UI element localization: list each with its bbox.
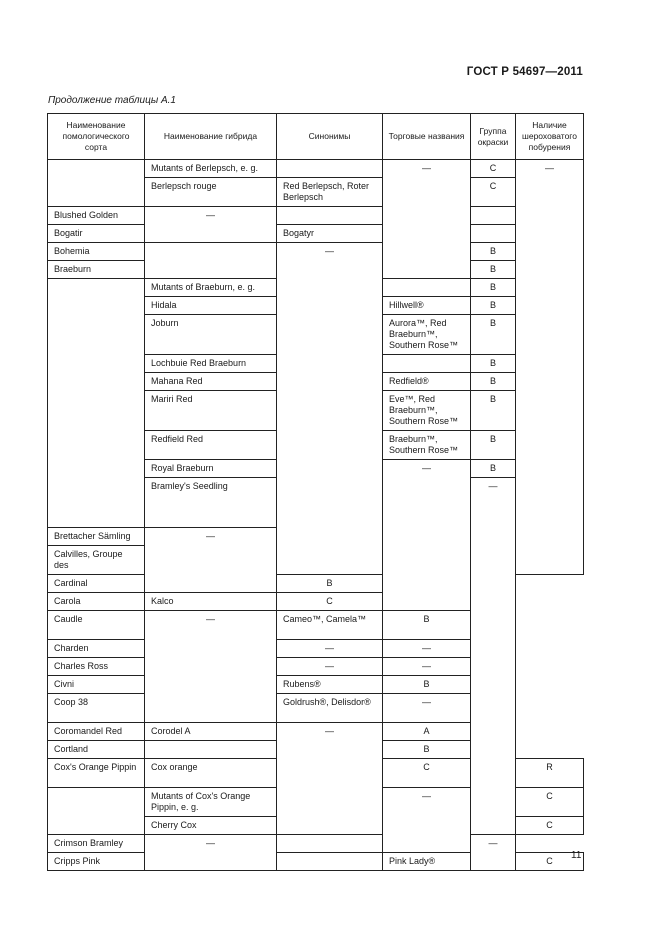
col-header-russeting: Наличие шероховатого побурения: [516, 114, 584, 160]
cell-hybrid: Mahana Red: [145, 373, 277, 391]
cell-synonym-dash: —: [145, 611, 277, 723]
cell-trade-name: Eve™, Red Braeburn™, Southern Rose™: [383, 391, 471, 431]
cell-colour-group: B: [471, 373, 516, 391]
col-header-synonyms: Синонимы: [277, 114, 383, 160]
cell-variety: Charles Ross: [48, 658, 145, 676]
cell-colour-group-dash: —: [383, 658, 471, 676]
table-row: [48, 160, 584, 178]
cell-colour-group: C: [516, 853, 584, 871]
cell-variety: Carola: [48, 593, 145, 611]
cell-hybrid: Mariri Red: [145, 391, 277, 431]
cell-trade-dash: —: [383, 460, 471, 611]
cell-variety: Coromandel Red: [48, 723, 145, 741]
cell-trade-name: Braeburn™, Southern Rose™: [383, 431, 471, 460]
cell-synonym: Red Berlepsch, Roter Berlepsch: [277, 178, 383, 207]
cell-colour-group: B: [471, 261, 516, 279]
cell-variety: Bogatir: [48, 225, 145, 243]
cell-trade-dash: —: [277, 723, 383, 835]
cell-russeting: R: [516, 759, 584, 788]
cell-hybrid: Royal Braeburn: [145, 460, 277, 478]
cell-trade-name: Aurora™, Red Braeburn™, Southern Rose™: [383, 315, 471, 355]
cell-variety: Caudle: [48, 611, 145, 640]
cell-synonym-dash: —: [145, 528, 277, 593]
cell-variety-empty: [48, 279, 145, 528]
cell-hybrid: Mutants of Berlepsch, e. g.: [145, 160, 277, 178]
table-row: [48, 835, 584, 853]
cell-variety-empty: [48, 788, 145, 835]
cell-colour-group: B: [471, 315, 516, 355]
cell-trade-name: Pink Lady®: [383, 853, 471, 871]
table-row: [48, 225, 584, 243]
cell-trade-empty: [383, 279, 471, 297]
cell-trade-dash: —: [383, 160, 471, 279]
cell-synonym-empty: [277, 853, 383, 871]
cell-colour-group: C: [516, 817, 584, 835]
cell-variety: Blushed Golden: [48, 207, 145, 225]
table-row: [48, 243, 584, 261]
table-header-row: [48, 114, 584, 160]
col-header-trade-names: Торговые названия: [383, 114, 471, 160]
cell-trade-dash: —: [277, 640, 383, 658]
cell-colour-group: A: [383, 723, 471, 741]
cell-colour-group: B: [471, 243, 516, 261]
cell-colour-group: B: [383, 741, 471, 759]
cell-trade-name: Goldrush®, Delisdor®: [277, 694, 383, 723]
cell-hybrid-dash: —: [145, 207, 277, 243]
cell-colour-group-dash: —: [383, 640, 471, 658]
cell-colour-group: C: [471, 178, 516, 207]
cell-colour-group-empty: [471, 225, 516, 243]
cell-hybrid: Redfield Red: [145, 431, 277, 460]
cell-synonym-empty: [277, 160, 383, 178]
cell-colour-group: B: [277, 575, 383, 593]
cell-variety: Crimson Bramley: [48, 835, 145, 853]
cell-variety: Cortland: [48, 741, 145, 759]
cell-synonym-empty: [277, 207, 383, 225]
cell-variety: Braeburn: [48, 261, 145, 279]
cell-hybrid-dash: —: [145, 835, 277, 871]
cell-trade-name: Rubens®: [277, 676, 383, 694]
cell-hybrid-empty: [145, 243, 277, 279]
col-header-hybrid: Наименование гибрида: [145, 114, 277, 160]
cell-variety: Coop 38: [48, 694, 145, 723]
cell-colour-group: B: [471, 431, 516, 460]
cell-variety: Cardinal: [48, 575, 145, 593]
cell-trade-name: Redfield®: [383, 373, 471, 391]
cell-variety: Bohemia: [48, 243, 145, 261]
cell-hybrid-dash: —: [471, 478, 516, 835]
cell-synonym-empty: [145, 741, 277, 759]
cell-variety: Charden: [48, 640, 145, 658]
cell-colour-group: C: [516, 788, 584, 817]
cell-colour-group: B: [471, 279, 516, 297]
cell-colour-group: B: [471, 355, 516, 373]
cell-colour-group: B: [471, 297, 516, 315]
cell-colour-group-dash: —: [383, 694, 471, 723]
cell-variety: Cox's Orange Pippin: [48, 759, 145, 788]
cell-colour-group-empty: [471, 207, 516, 225]
cell-synonym: Corodel A: [145, 723, 277, 741]
cell-hybrid: Lochbuie Red Braeburn: [145, 355, 277, 373]
document-code: ГОСТ Р 54697—2011: [466, 66, 583, 78]
cell-hybrid: Mutants of Braeburn, e. g.: [145, 279, 277, 297]
cell-variety: Cripps Pink: [48, 853, 145, 871]
cell-synonym: Bogatyr: [277, 225, 383, 243]
table-row: [48, 207, 584, 225]
cell-hybrid: Cherry Cox: [145, 817, 277, 835]
cell-colour-group: B: [383, 611, 471, 640]
cell-variety: Brettacher Sämling: [48, 528, 145, 546]
cell-trade-dash: —: [277, 658, 383, 676]
col-header-variety: Наименование помологического сорта: [48, 114, 145, 160]
cell-colour-group: C: [277, 593, 383, 611]
col-header-colour-group: Группа окраски: [471, 114, 516, 160]
cell-trade-name: Hillwell®: [383, 297, 471, 315]
cell-colour-group-empty: [277, 835, 383, 853]
cell-variety-empty: [48, 160, 145, 207]
cell-synonym: Kalco: [145, 593, 277, 611]
cell-colour-group: C: [471, 160, 516, 178]
cell-hybrid: Mutants of Cox's Orange Pippin, e. g.: [145, 788, 277, 817]
varieties-table: [47, 113, 584, 871]
cell-hybrid: Hidala: [145, 297, 277, 315]
cell-colour-group: B: [471, 460, 516, 478]
cell-hybrid: Berlepsch rouge: [145, 178, 277, 207]
cell-variety: Civni: [48, 676, 145, 694]
cell-trade-name: Cameo™, Camela™: [277, 611, 383, 640]
cell-synonym: Cox orange: [145, 759, 277, 788]
cell-variety: Bramley's Seedling: [145, 478, 277, 528]
table-caption: Продолжение таблицы А.1: [48, 95, 176, 106]
cell-synonym-dash: —: [277, 243, 383, 575]
cell-colour-group: B: [471, 391, 516, 431]
cell-hybrid: Joburn: [145, 315, 277, 355]
cell-colour-group: C: [383, 759, 471, 788]
cell-variety: Calvilles, Groupe des: [48, 546, 145, 575]
cell-synonym-dash: —: [383, 788, 471, 853]
cell-trade-empty: [383, 355, 471, 373]
cell-russeting-dash: —: [516, 160, 584, 575]
cell-russeting-dash: —: [471, 835, 516, 871]
cell-colour-group: B: [383, 676, 471, 694]
page-number: 11: [571, 850, 582, 861]
